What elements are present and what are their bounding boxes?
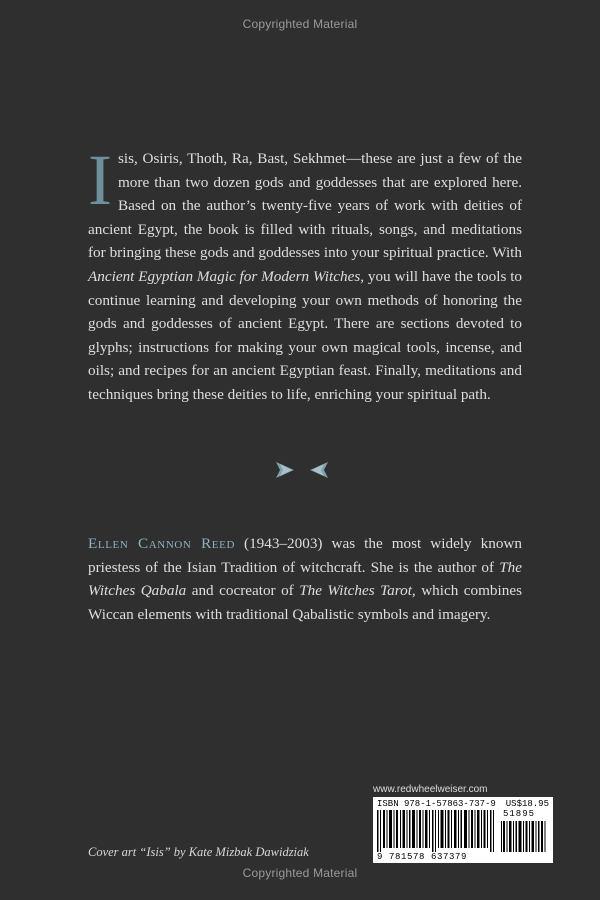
description-text-part2: you will have the tools to continue learning and developing your own methods of honoring the gods and goddesses of ancient Egypt. There are sections devoted to glyphs; instructions for making your own magical tools, incense, and oils; and recipes for an ancient Egyptian feast. Finally, meditations and techniques bring these deities to life, enriching your spiritual path. — [88, 267, 523, 403]
book-title-witches-tarot: The Witches Tarot, — [299, 582, 416, 600]
isbn-number: ISBN 978-1-57863-737-9 — [377, 799, 496, 809]
barcode-bars-addon — [501, 821, 547, 852]
price-addon-code: 51895 — [503, 809, 536, 819]
bio-text-part2: and cocreator of — [186, 582, 300, 600]
author-bio — [88, 532, 522, 626]
book-title-witches-qabala: The Witches Qabala — [88, 558, 522, 600]
drop-cap-letter: I — [88, 140, 112, 220]
cover-art-credit: Cover art “Isis” by Kate Mizbak Dawidziak — [88, 845, 309, 859]
author-name: Ellen Cannon Reed — [88, 535, 235, 552]
isbn-barcode — [373, 797, 553, 863]
bio-text-part1: (1943–2003) was the most widely known priestess of the Isian Tradition of witchcraft. She is the author of — [88, 535, 522, 576]
publisher-website: www.redwheelweiser.com — [373, 784, 488, 795]
book-description — [88, 140, 523, 407]
description-text-part1: sis, Osiris, Thoth, Ra, Bast, Sekhmet—these are just a few of the more than two dozen gods and goddesses that are explored here. Based on the author’s twenty-five years of work with deities of ancient Egypt, the book is filled with rituals, songs, and meditations for bringing these gods and goddesses into your spiritual practice. With — [88, 150, 522, 262]
book-title-italic: Ancient Egyptian Magic for Modern Witches, — [88, 267, 365, 285]
bio-text-part3: which combines Wiccan elements with traditional Qabalistic symbols and imagery. — [88, 582, 522, 623]
price-label: US$18.95 — [505, 799, 549, 809]
ornament-divider-icon — [270, 460, 334, 480]
barcode-digits: 9 781578 637379 — [377, 852, 468, 862]
copyright-watermark-bottom: Copyrighted Material — [242, 866, 358, 880]
barcode-bars-main — [377, 810, 495, 852]
copyright-watermark-top: Copyrighted Material — [242, 17, 358, 31]
